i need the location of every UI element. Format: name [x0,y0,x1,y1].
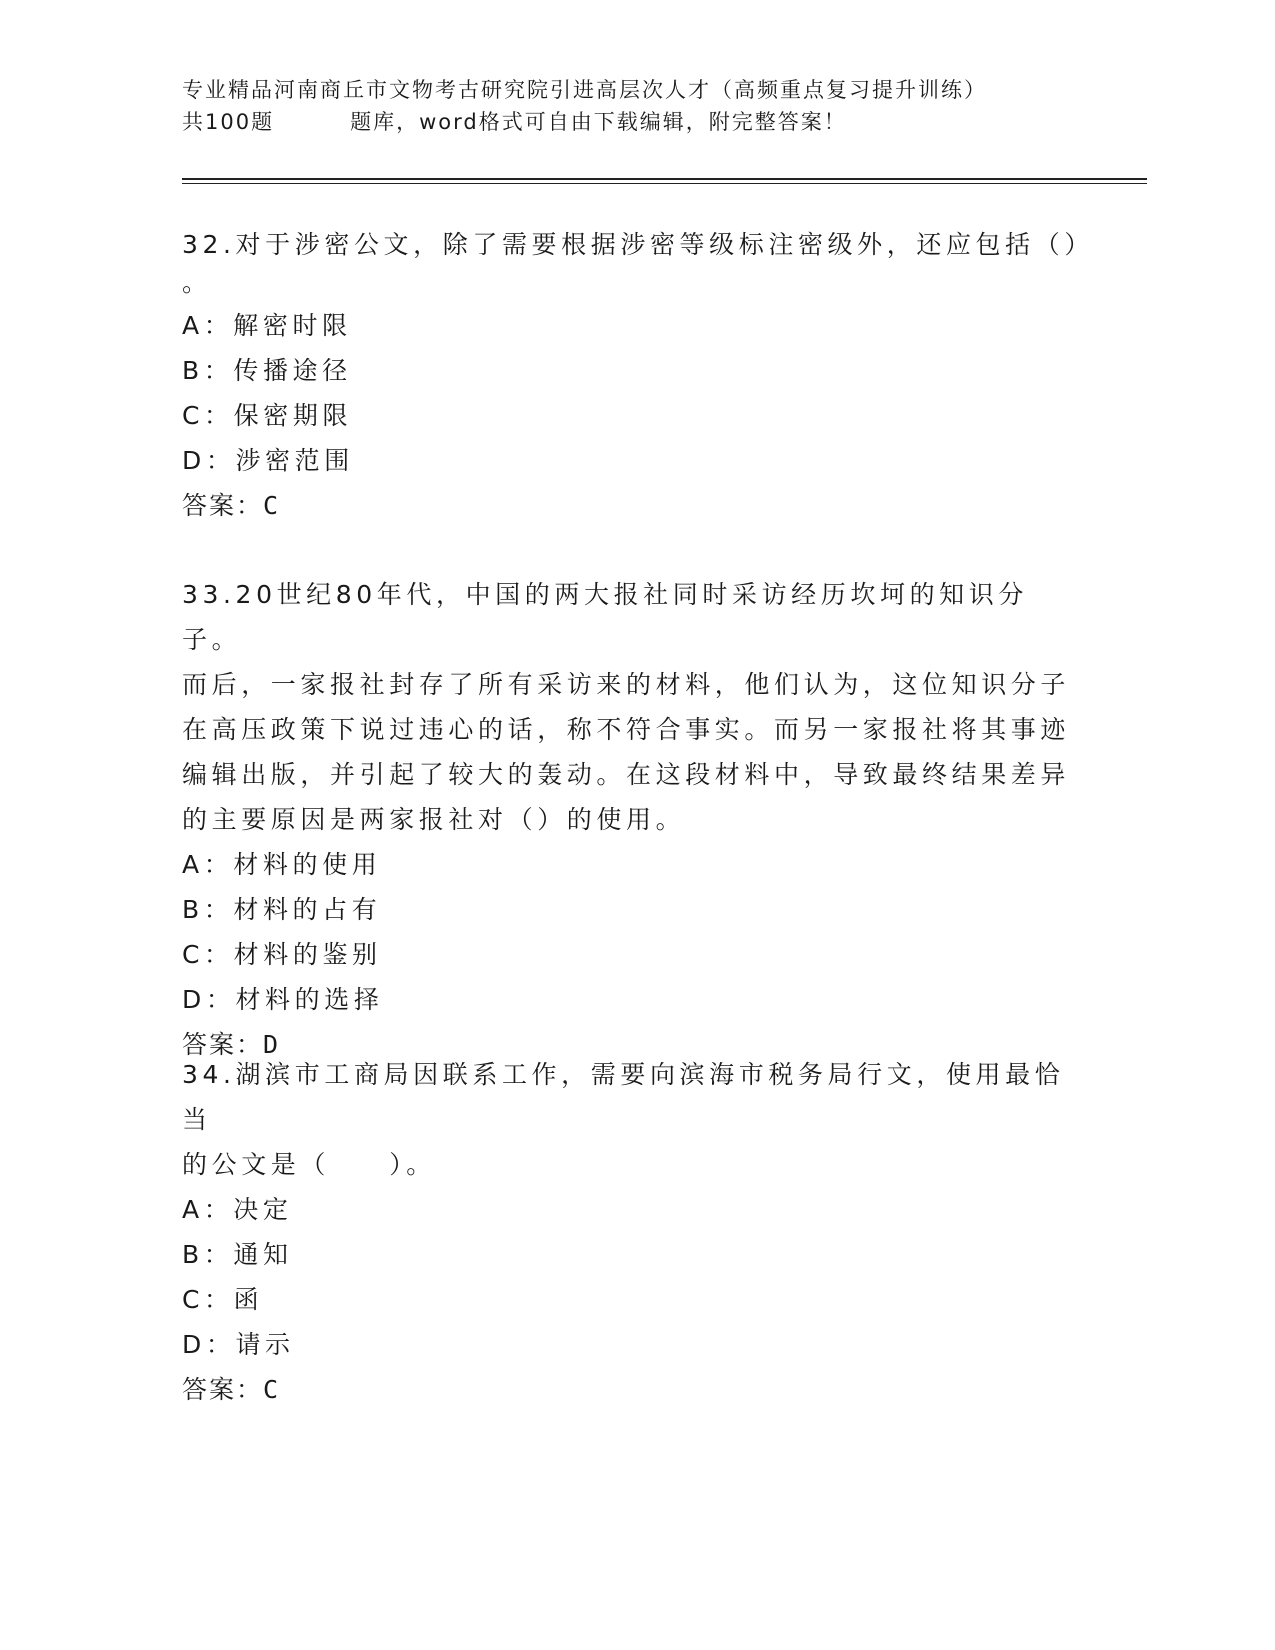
question-stem-line: 34.湖滨市工商局因联系工作，需要向滨海市税务局行文，使用最恰当 [182,1060,1065,1134]
answer-value: C [263,491,281,520]
option-b: B：材料的占有 [182,895,382,924]
document-header [182,74,1082,138]
option-d: D：涉密范围 [182,446,354,475]
question-stem-line: 的公文是（ ）。 [182,1150,436,1179]
option-c: C：保密期限 [182,401,353,430]
header-divider-bottom [182,183,1147,184]
option-c: C：函 [182,1285,264,1314]
header-description: 题库，word格式可自由下载编辑，附完整答案！ [350,110,847,134]
answer-value: D [263,1030,281,1059]
answer-line [182,483,1082,528]
option-a: A：解密时限 [182,311,352,340]
question-34 [182,1052,1082,1412]
question-stem-line: 而后，一家报社封存了所有采访来的材料，他们认为，这位知识分子 [182,670,1071,699]
question-33 [182,572,1082,1067]
question-stem-continuation: 。 [182,268,212,297]
header-divider-top [182,178,1147,180]
option-a: A：材料的使用 [182,850,382,879]
option-d: D：材料的选择 [182,985,384,1014]
answer-label: 答案： [182,1375,264,1404]
header-subtitle-line [182,106,1082,138]
option-b: B：传播途径 [182,356,352,385]
answer-label: 答案： [182,491,264,520]
question-stem-line: 33.20世纪80年代，中国的两大报社同时采访经历坎坷的知识分子。 [182,580,1028,654]
option-a: A：决定 [182,1195,293,1224]
header-question-count: 共100题 [182,110,275,134]
answer-value: C [263,1375,281,1404]
answer-label: 答案： [182,1030,264,1059]
option-b: B：通知 [182,1240,293,1269]
question-stem: 32.对于涉密公文，除了需要根据涉密等级标注密级外，还应包括（） [182,230,1094,259]
question-stem-line: 的主要原因是两家报社对（）的使用。 [182,805,686,834]
question-32 [182,222,1094,528]
answer-line [182,1367,1082,1412]
option-c: C：材料的鉴别 [182,940,382,969]
question-stem-line: 在高压政策下说过违心的话，称不符合事实。而另一家报社将其事迹 [182,715,1071,744]
question-stem-line: 编辑出版，并引起了较大的轰动。在这段材料中，导致最终结果差异 [182,760,1071,789]
header-title-line: 专业精品河南商丘市文物考古研究院引进高层次人才（高频重点复习提升训练） [182,78,987,102]
option-d: D：请示 [182,1330,295,1359]
